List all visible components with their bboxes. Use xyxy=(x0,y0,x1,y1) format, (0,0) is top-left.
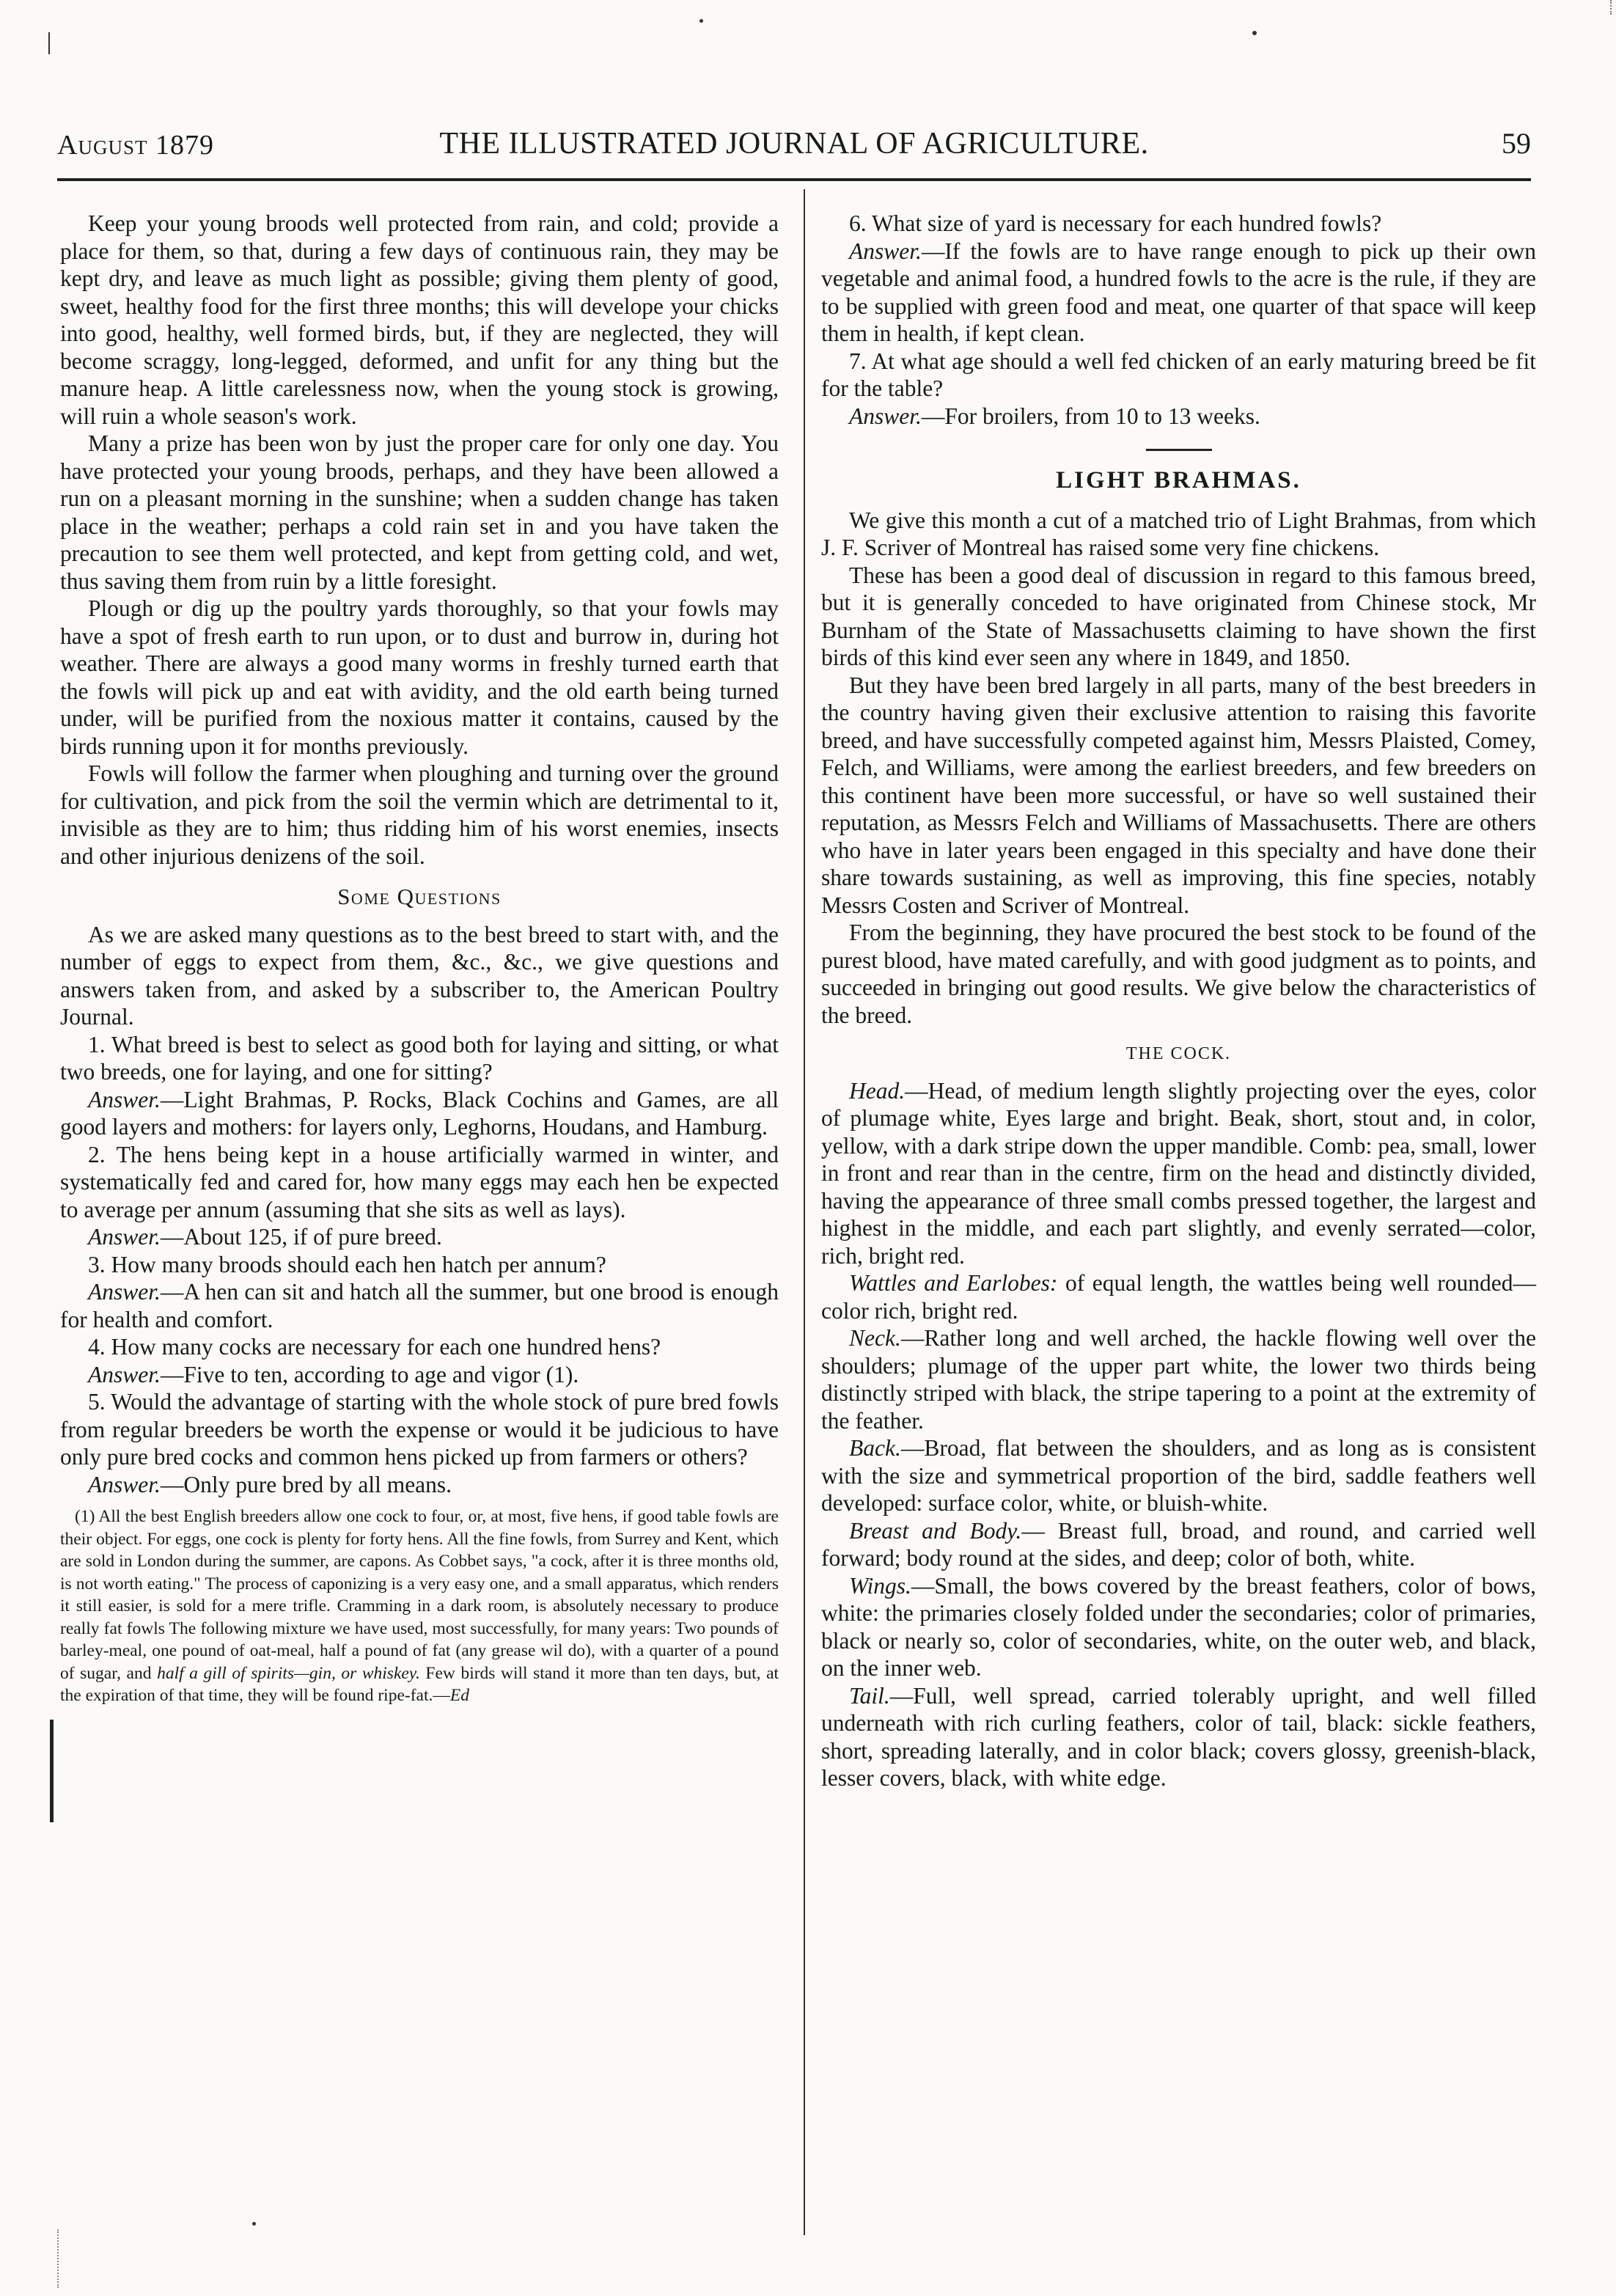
answer-label: Answer. xyxy=(88,1361,161,1387)
answer-text: —About 125, if of pure breed. xyxy=(160,1224,442,1250)
answer-label: Answer. xyxy=(849,403,922,429)
margin-line xyxy=(1610,0,1613,15)
issue-date: August 1879 xyxy=(57,130,214,161)
answer-text: —If the fowls are to have range enough to pick up their own vegetable and animal food, a hundred fowls to the acre is the rule, if they are to be supplied with green food and meat, one quarter of that space will keep them in health, if kept clean. xyxy=(821,238,1536,346)
characteristic-tail xyxy=(821,1682,1536,1792)
answer-text: —Light Brahmas, P. Rocks, Black Cochins and Games, are all good layers and mothers: for layers only, Leghorns, Houdans, and Hamburg. xyxy=(60,1086,779,1140)
characteristic-head xyxy=(821,1077,1536,1270)
answer-label: Answer. xyxy=(88,1471,161,1497)
characteristic-label: Wattles and Earlobes: xyxy=(849,1270,1058,1296)
characteristic-text: —Rather long and well arched, the hackle flowing well over the shoulders; plumage of the upper part white, the lower two thirds being distinctly striped with black, the stripe tapering to a point at the extremity of the feather. xyxy=(821,1325,1536,1434)
question: 7. At what age should a well fed chicken of an early maturing breed be fit for the table? xyxy=(821,348,1536,401)
characteristic-label: Neck. xyxy=(849,1325,901,1351)
characteristic-back xyxy=(821,1434,1536,1517)
footnote-signature: Ed xyxy=(449,1686,469,1705)
journal-title: THE ILLUSTRATED JOURNAL OF AGRICULTURE. xyxy=(439,127,1149,161)
characteristic-neck xyxy=(821,1324,1536,1434)
question: 4. How many cocks are necessary for each one hundred hens? xyxy=(88,1334,661,1360)
question: 3. How many broods should each hen hatch per annum? xyxy=(88,1251,606,1277)
left-column xyxy=(60,210,779,1707)
answer-label: Answer. xyxy=(88,1224,161,1250)
question: 2. The hens being kept in a house artificially warmed in winter, and systematically fed and cared for, how many eggs may each hen be expected to average per annum (assuming that she sits as well as lays). xyxy=(60,1141,779,1222)
characteristic-label: Tail. xyxy=(849,1682,890,1709)
answer xyxy=(60,1223,779,1251)
section-title-light-brahmas: LIGHT BRAHMAS. xyxy=(1056,467,1301,494)
characteristic-text: —Full, well spread, carried tolerably upright, and well filled underneath with rich curling feathers, color of tail, black: sickle feathers, short, spreading laterally, and in color black; covers glossy, greenish-black, lesser covers, black, with white edge. xyxy=(821,1682,1536,1791)
column-divider xyxy=(804,189,805,2235)
section-title-some-questions: Some Questions xyxy=(337,884,502,909)
answer xyxy=(60,1361,779,1389)
paragraph: We give this month a cut of a matched trio of Light Brahmas, from which J. F. Scriver of Montreal has raised some very fine chickens. xyxy=(821,507,1536,560)
characteristic-text: — Breast full, broad, and round, and carried well forward; body round at the sides, and deep; color of both, white. xyxy=(821,1517,1536,1571)
page-header xyxy=(57,119,1531,163)
answer xyxy=(821,403,1536,430)
characteristic-text: —Small, the bows covered by the breast feathers, color of bows, white: the primaries closely folded under the secondaries; color of primaries, black or nearly so, color of secondaries, white, on the outer web, and black, on the inner web. xyxy=(821,1572,1536,1681)
characteristic-text: —Head, of medium length slightly projecting over the eyes, color of plumage white, Eyes large and bright. Beak, short, stout and, in color, yellow, with a dark stripe down the upper mandible. Comb: pea, small, lower in front and rear than in the centre, firm on the head and distinctly divided, having the appearance of three small combs pressed together, the largest and highest in the middle, and each part slightly, and evenly serrated—color, rich, bright red. xyxy=(821,1077,1536,1269)
right-column xyxy=(821,210,1536,1792)
page-number: 59 xyxy=(1502,127,1531,160)
answer-label: Answer. xyxy=(88,1086,161,1112)
paragraph: Plough or dig up the poultry yards thoroughly, so that your fowls may have a spot of fresh earth to run upon, or to dust and burrow in, during hot weather. There are always a good many worms in freshly turned earth that the fowls will pick up and eat with avidity, and the old earth being turned under, will be purified from the noxious matter it contains, caused by the birds running upon it for months previously. xyxy=(60,595,779,759)
answer xyxy=(60,1086,779,1141)
characteristic-wattles xyxy=(821,1269,1536,1324)
margin-line xyxy=(57,2229,60,2288)
footnote-text: (1) All the best English breeders allow one cock to four, or, at most, five hens, if good table fowls are their object. For eggs, one cock is plenty for forty hens. All the fine fowls, from Surrey and Kent, which are sold in London during the summer, are capons. As Cobbet says, "a cock, after it is three months old, is not worth eating." The process of caponizing is a very easy one, and a small apparatus, which renders it still easier, is sold for a mere trifle. Cramming in a dark room, is absolutely necessary to produce really fat fowls The following mixture we have used, most successfully, for many years: Two pounds of barley-meal, one pound of oat-meal, half a pound of fat (any grease wil do), with a quarter of a pound of sugar, and xyxy=(60,1507,779,1683)
section-divider xyxy=(1146,449,1212,451)
answer-text: —A hen can sit and hatch all the summer, but one brood is enough for health and comfort. xyxy=(60,1279,779,1332)
paragraph: From the beginning, they have procured the best stock to be found of the purest blood, have mated carefully, and with good judgment as to points, and succeeded in bringing out good results. We give below the characteristics of the breed. xyxy=(821,920,1536,1028)
paragraph-intro: As we are asked many questions as to the best breed to start with, and the number of eggs to expect from them, &c., &c., we give questions and answers taken from, and asked by a subscriber to, the American Poultry Journal. xyxy=(60,921,779,1030)
characteristic-text: —Broad, flat between the shoulders, and as long as is consistent with the size and symmetrical proportion of the bird, saddle feathers well developed: surface color, white, or bluish-white. xyxy=(821,1435,1536,1516)
answer-text: —Five to ten, according to age and vigor (1). xyxy=(160,1361,579,1387)
footnote-italic: half a gill of spirits—gin, or whiskey. xyxy=(157,1663,420,1683)
characteristic-text: of equal length, the wattles being well rounded—color rich, bright red. xyxy=(821,1270,1536,1324)
answer-text: —Only pure bred by all means. xyxy=(160,1471,452,1497)
paragraph: Many a prize has been won by just the proper care for only one day. You have protected your young broods, perhaps, and they have been allowed a run on a pleasant morning in the sunshine; when a sudden change has taken place in the weather; perhaps a cold rain set in and you have taken the precaution to see them well protected, and kept from getting cold, and wet, thus saving them from ruin by a little foresight. xyxy=(60,430,779,594)
question: 5. Would the advantage of starting with the whole stock of pure bred fowls from regular breeders be worth the expense or would it be judicious to have only pure bred cocks and common hens picked up from farmers or others? xyxy=(60,1389,779,1470)
footnote-text-end: Few birds will stand it more than ten days, but, at the expiration of that time, they will be found ripe-fat.— xyxy=(60,1663,779,1705)
header-rule xyxy=(57,178,1531,181)
paragraph: Keep your young broods well protected from rain, and cold; provide a place for them, so that, during a few days of continuous rain, they may be kept dry, and leave as much light as possible; giving them plenty of good, sweet, healthy food for the first three months; this will develope your chicks into good, healthy, well formed birds, but, if they are neglected, they will become scraggy, long-legged, deformed, and unfit for any thing but the manure heap. A little carelessness now, when the young stock is growing, will ruin a whole season's work. xyxy=(60,210,779,429)
answer-text: —For broilers, from 10 to 13 weeks. xyxy=(921,403,1260,429)
characteristic-label: Head. xyxy=(849,1077,906,1104)
paragraph: These has been a good deal of discussion in regard to this famous breed, but it is generally conceded to have originated from Chinese stock, Mr Burnham of the State of Massachusetts claiming to have shown the first birds of this kind ever seen any where in 1849, and 1850. xyxy=(821,562,1536,670)
speck-mark xyxy=(1252,31,1257,35)
question: 6. What size of yard is necessary for each hundred fowls? xyxy=(849,210,1382,236)
speck-mark xyxy=(699,19,703,23)
question: 1. What breed is best to select as good both for laying and sitting, or what two breeds, one for laying, and one for sitting? xyxy=(60,1031,779,1085)
characteristic-label: Breast and Body. xyxy=(849,1517,1022,1544)
characteristic-label: Wings. xyxy=(849,1572,911,1599)
margin-bar xyxy=(50,1720,54,1822)
subsection-title-the-cock: THE COCK. xyxy=(1125,1044,1232,1063)
footnote xyxy=(60,1505,779,1707)
speck-mark xyxy=(252,2222,256,2226)
answer-label: Answer. xyxy=(849,238,922,264)
answer-label: Answer. xyxy=(88,1279,161,1305)
characteristic-breast xyxy=(821,1517,1536,1572)
answer xyxy=(60,1278,779,1333)
answer xyxy=(821,238,1536,348)
characteristic-wings xyxy=(821,1572,1536,1682)
paragraph: Fowls will follow the farmer when ploughing and turning over the ground for cultivation, and pick from the soil the vermin which are detrimental to it, invisible as they are to him; thus ridding him of his worst enemies, insects and other injurious denizens of the soil. xyxy=(60,760,779,869)
margin-tick xyxy=(48,32,50,54)
paragraph: But they have been bred largely in all parts, many of the best breeders in the country having given their exclusive attention to raising this favorite breed, and have successfully competed against him, Messrs Plaisted, Comey, Felch, and Williams, were among the earliest breeders, and few breeders on this continent have been more successful, or have so well sustained their reputation, as Messrs Felch and Williams of Massachusetts. There are others who have in later years been engaged in this specialty and have done their share towards sustaining, as well as improving, this fine species, notably Messrs Costen and Scriver of Montreal. xyxy=(821,672,1536,918)
characteristic-label: Back. xyxy=(849,1435,901,1461)
answer xyxy=(60,1471,779,1499)
